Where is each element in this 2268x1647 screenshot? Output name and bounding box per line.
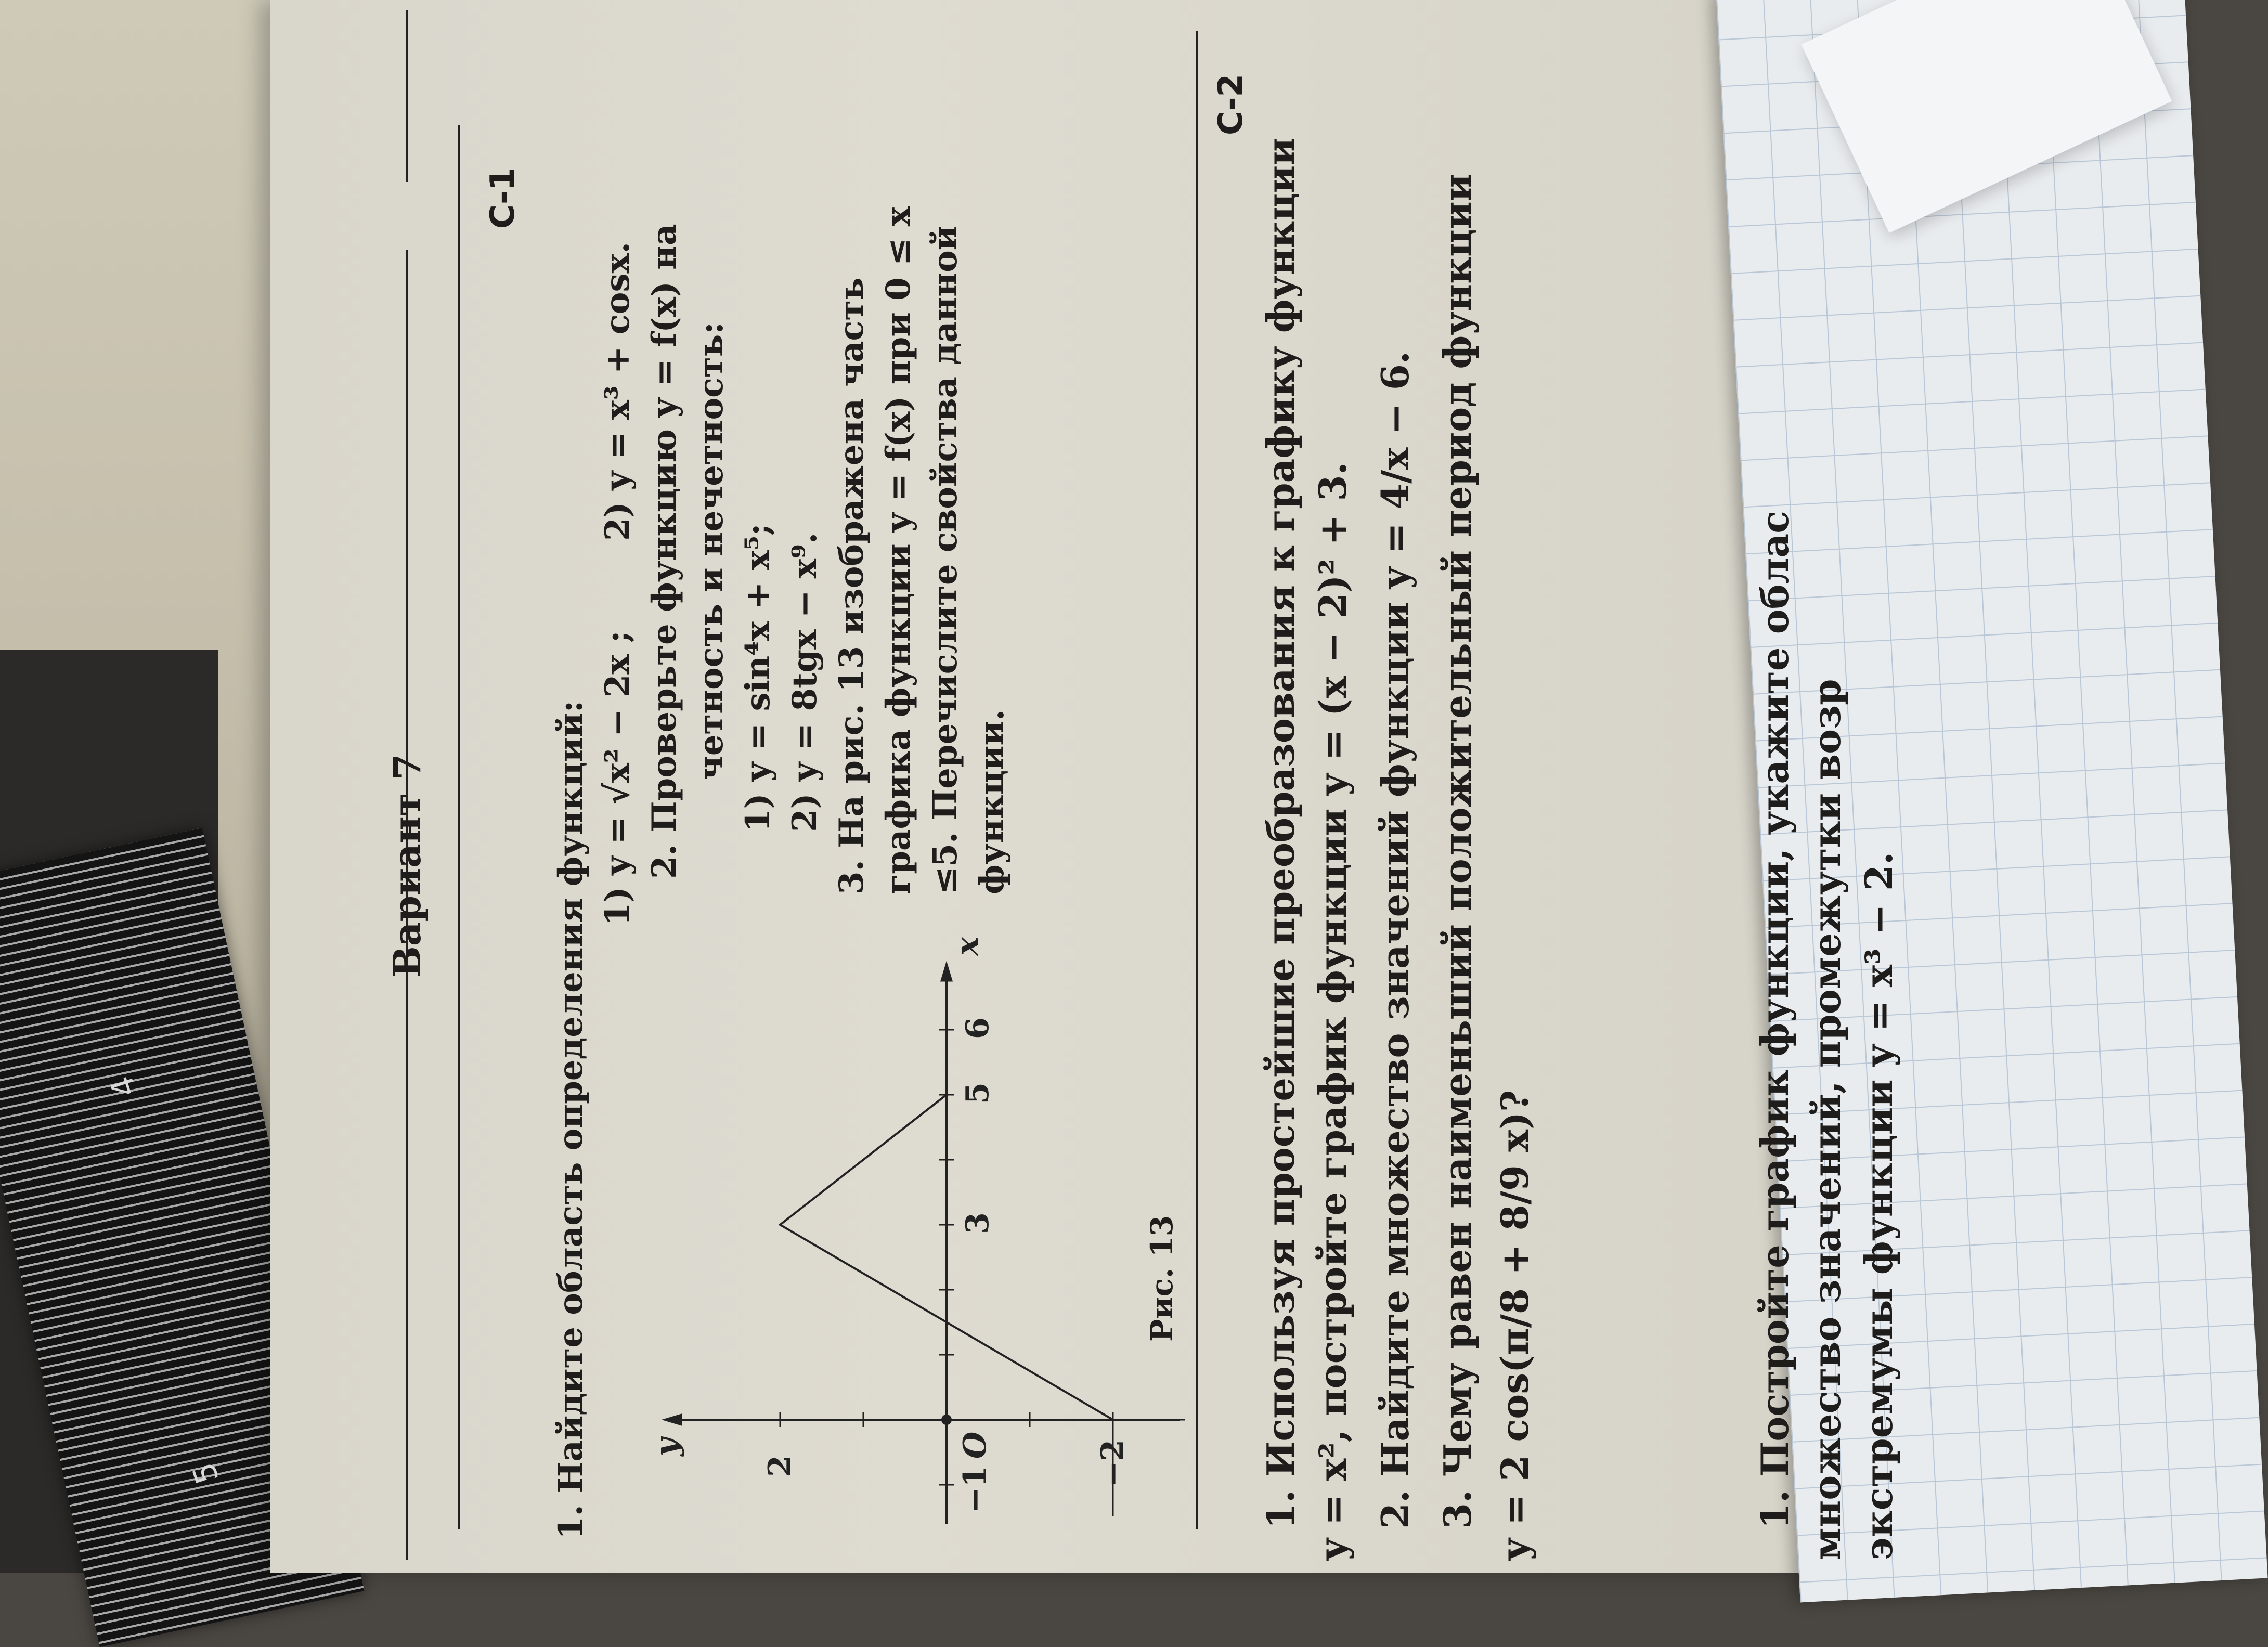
x-axis-label: x	[949, 937, 986, 956]
c1-task1-item2: 2) y = x³ + cosx.	[598, 242, 637, 541]
section-rule-c2	[1196, 31, 1198, 1529]
origin-point	[941, 1415, 952, 1425]
origin-label: O	[957, 1431, 993, 1459]
x-tick-label-neg1: −1	[957, 1465, 993, 1513]
y-tick-label-2: 2	[762, 1455, 798, 1477]
header-rule-right	[406, 10, 408, 182]
x-tick-label-6: 6	[960, 1017, 996, 1039]
ruler-mark-4: 4	[103, 1071, 145, 1102]
c2-task2: 2. Найдите множество значений функции y = 4/x − 6.	[1373, 351, 1417, 1529]
section-code-c1: С-1	[484, 167, 522, 229]
c2-task3-formula: y = 2 cos(π/8 + 8/9 x)?	[1493, 1090, 1537, 1560]
section-code-c2: С-2	[1212, 73, 1250, 135]
c3-line1: 1. Постройте график функции, укажите облас	[1753, 511, 1797, 1529]
c1-task2-item1: 1) y = sin⁴x + x⁵;	[738, 523, 777, 832]
x-tick-label-5: 5	[960, 1082, 996, 1104]
x-axis-arrow	[940, 961, 953, 982]
ruler-mark-5: 5	[185, 1458, 227, 1488]
variant-title: Вариант 7	[385, 754, 429, 978]
figure-caption: Рис. 13	[1144, 1215, 1180, 1342]
textbook-content	[281, 10, 1537, 1560]
c2-task1-line2: y = x², постройте график функции y = (x − 2)² + 3.	[1311, 462, 1355, 1560]
c1-task3-line3: ≤5. Перечислите свойства данной	[926, 225, 965, 894]
c1-task2-line1: 2. Проверьте функцию y = f(x) на	[645, 224, 684, 879]
y-axis-label: y	[649, 1438, 685, 1456]
c2-task1-line1: 1. Используя простейшие преобразования к графику функции	[1259, 137, 1303, 1529]
next-section-content	[1747, 10, 1955, 1560]
figure-13-graph	[649, 926, 1131, 1524]
c3-line2: множество значений, промежутки возр	[1805, 679, 1849, 1560]
c1-task3-line2: графика функции y = f(x) при 0 ≤ x	[879, 206, 918, 894]
c2-task3: 3. Чему равен наименьший положительный период функции	[1435, 173, 1480, 1529]
c1-task2-item2: 2) y = 8tgx − x⁹.	[785, 532, 824, 832]
header-rule-lower	[458, 125, 460, 1529]
y-tick-label-neg2: −2	[1095, 1439, 1131, 1487]
c1-task2-line2: четность и нечетность:	[692, 322, 731, 780]
c1-task1-item1: 1) y = √x² − 2x ;	[598, 630, 637, 926]
c1-task1-text: 1. Найдите область определения функций:	[551, 700, 590, 1539]
c1-task3-line1: 3. На рис. 13 изображена часть	[832, 277, 871, 894]
c1-task3-line4: функции.	[973, 709, 1012, 894]
c3-line3: экстремумы функции y = x³ − 2.	[1857, 851, 1901, 1560]
x-tick-label-3: 3	[960, 1212, 996, 1234]
y-axis-arrow	[662, 1413, 682, 1426]
